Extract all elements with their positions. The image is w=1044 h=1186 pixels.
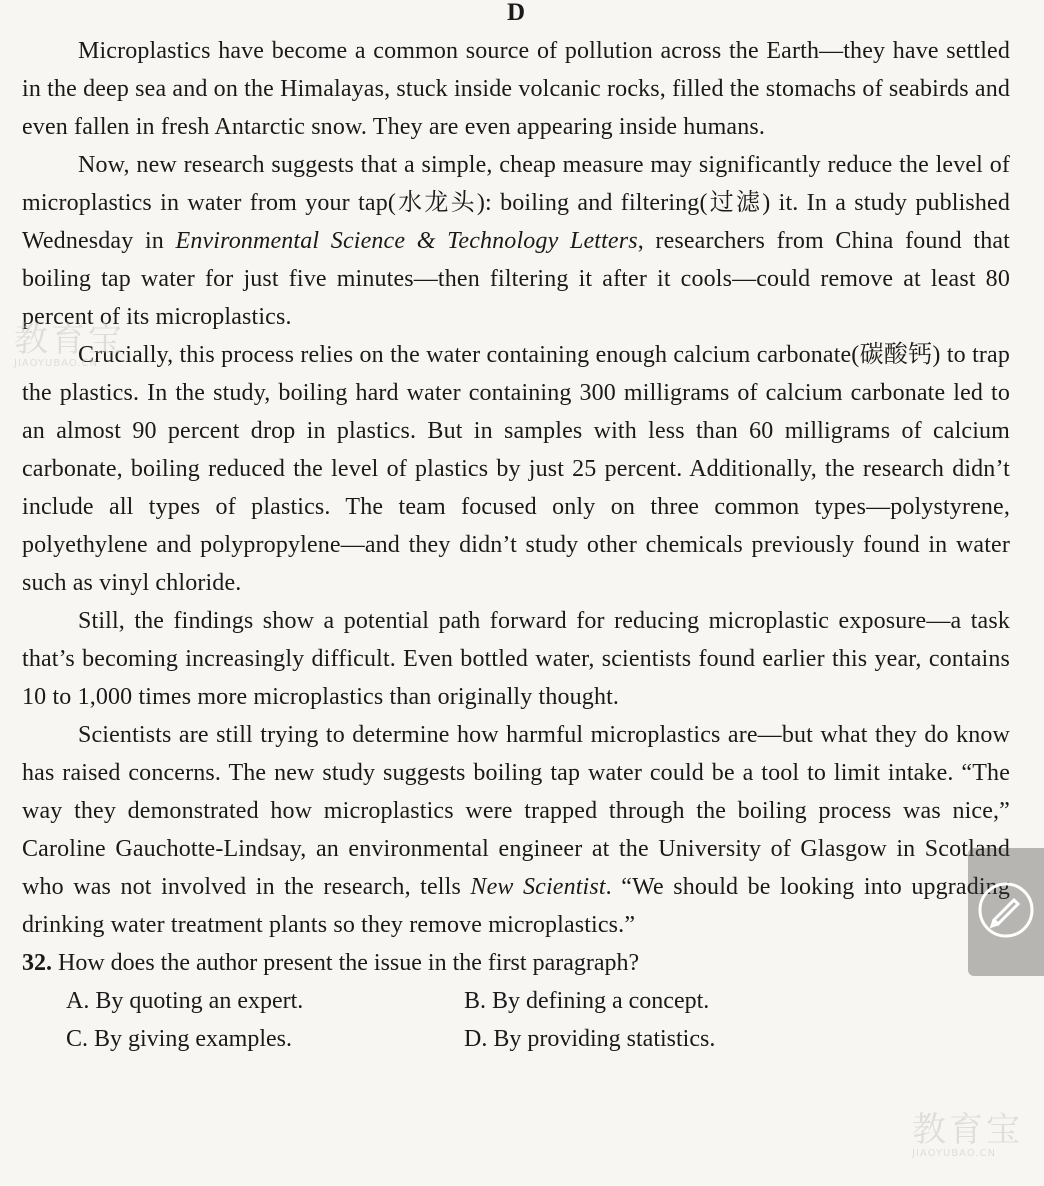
paragraph-2-text: Now, new research suggests that a simple, cheap measure may significantly reduce the level of microplastics in water from your tap(水龙头): boiling and filtering(过滤) it. In a study published Wednesday in — [22, 152, 1010, 254]
watermark-right — [912, 1112, 1023, 1160]
pencil-icon — [976, 880, 1036, 940]
question-text: How does the author present the issue in the first paragraph? — [52, 950, 640, 976]
question-number: 32. — [22, 950, 52, 976]
source-title: New Scientist — [470, 874, 606, 900]
watermark-left-url: JIAOYUBAO.CN — [14, 358, 98, 369]
document-page — [22, 0, 1010, 1058]
option-b[interactable]: B. By defining a concept. — [464, 988, 710, 1014]
paragraph-1 — [22, 32, 1010, 146]
option-d[interactable]: D. By providing statistics. — [464, 1026, 716, 1052]
paragraph-4 — [22, 602, 1010, 716]
option-c[interactable]: C. By giving examples. — [66, 1026, 292, 1052]
journal-title: Environmental Science & Technology Letters — [175, 228, 638, 254]
paragraph-3 — [22, 336, 1010, 602]
watermark-right-logo: 教育宝 — [912, 1110, 1023, 1150]
option-a[interactable]: A. By quoting an expert. — [66, 988, 304, 1014]
watermark-left-logo: 教育宝 — [14, 320, 125, 360]
question-32 — [22, 944, 1010, 982]
paragraph-4-text: Still, the findings show a potential path forward for reducing microplastic exposure—a task that’s becoming increasingly difficult. Even bottled water, scientists found earlier this year, contains 10 to 1,000 times more microplastics than originally thought. — [22, 608, 1010, 710]
paragraph-3-text: Crucially, this process relies on the water containing enough calcium carbonate(碳酸钙) to trap the plastics. In the study, boiling hard water containing 300 milligrams of calcium carbonate led to an almost 90 percent drop in plastics. But in samples with less than 60 milligrams of calcium carbonate, boiling reduced the level of plastics by just 25 percent. Additionally, the research didn’t include all types of plastics. The team focused only on three common types—polystyrene, polyethylene and polypropylene—and they didn’t study other chemicals previously found in water such as vinyl chloride. — [22, 342, 1010, 596]
paragraph-5-rest: . “We should be looking into upgrading drinking water treatment plants so they remove microplastics.” — [22, 874, 1010, 938]
edit-pencil-icon[interactable] — [968, 848, 1044, 976]
paragraph-2 — [22, 146, 1010, 336]
answer-options — [22, 982, 1010, 1058]
paragraph-1-text: Microplastics have become a common source of pollution across the Earth—they have settled in the deep sea and on the Himalayas, stuck inside volcanic rocks, filled the stomachs of seabirds and even fallen in fresh Antarctic snow. They are even appearing inside humans. — [22, 38, 1010, 140]
paragraph-5 — [22, 716, 1010, 944]
watermark-right-url: JIAOYUBAO.CN — [912, 1148, 996, 1159]
paragraph-5-text: Scientists are still trying to determine how harmful microplastics are—but what they do know has raised concerns. The new study suggests boiling tap water could be a tool to limit intake. “The way they demonstrated how microplastics were trapped through the boiling process was nice,” Caroline Gauchotte-Lindsay, an environmental engineer at the University of Glasgow in Scotland who was not involved in the research, tells — [22, 722, 1010, 900]
section-letter: D — [506, 0, 526, 26]
paragraph-2-rest: , researchers from China found that boiling tap water for just five minutes—then filtering it after it cools—could remove at least 80 percent of its microplastics. — [22, 228, 1010, 330]
